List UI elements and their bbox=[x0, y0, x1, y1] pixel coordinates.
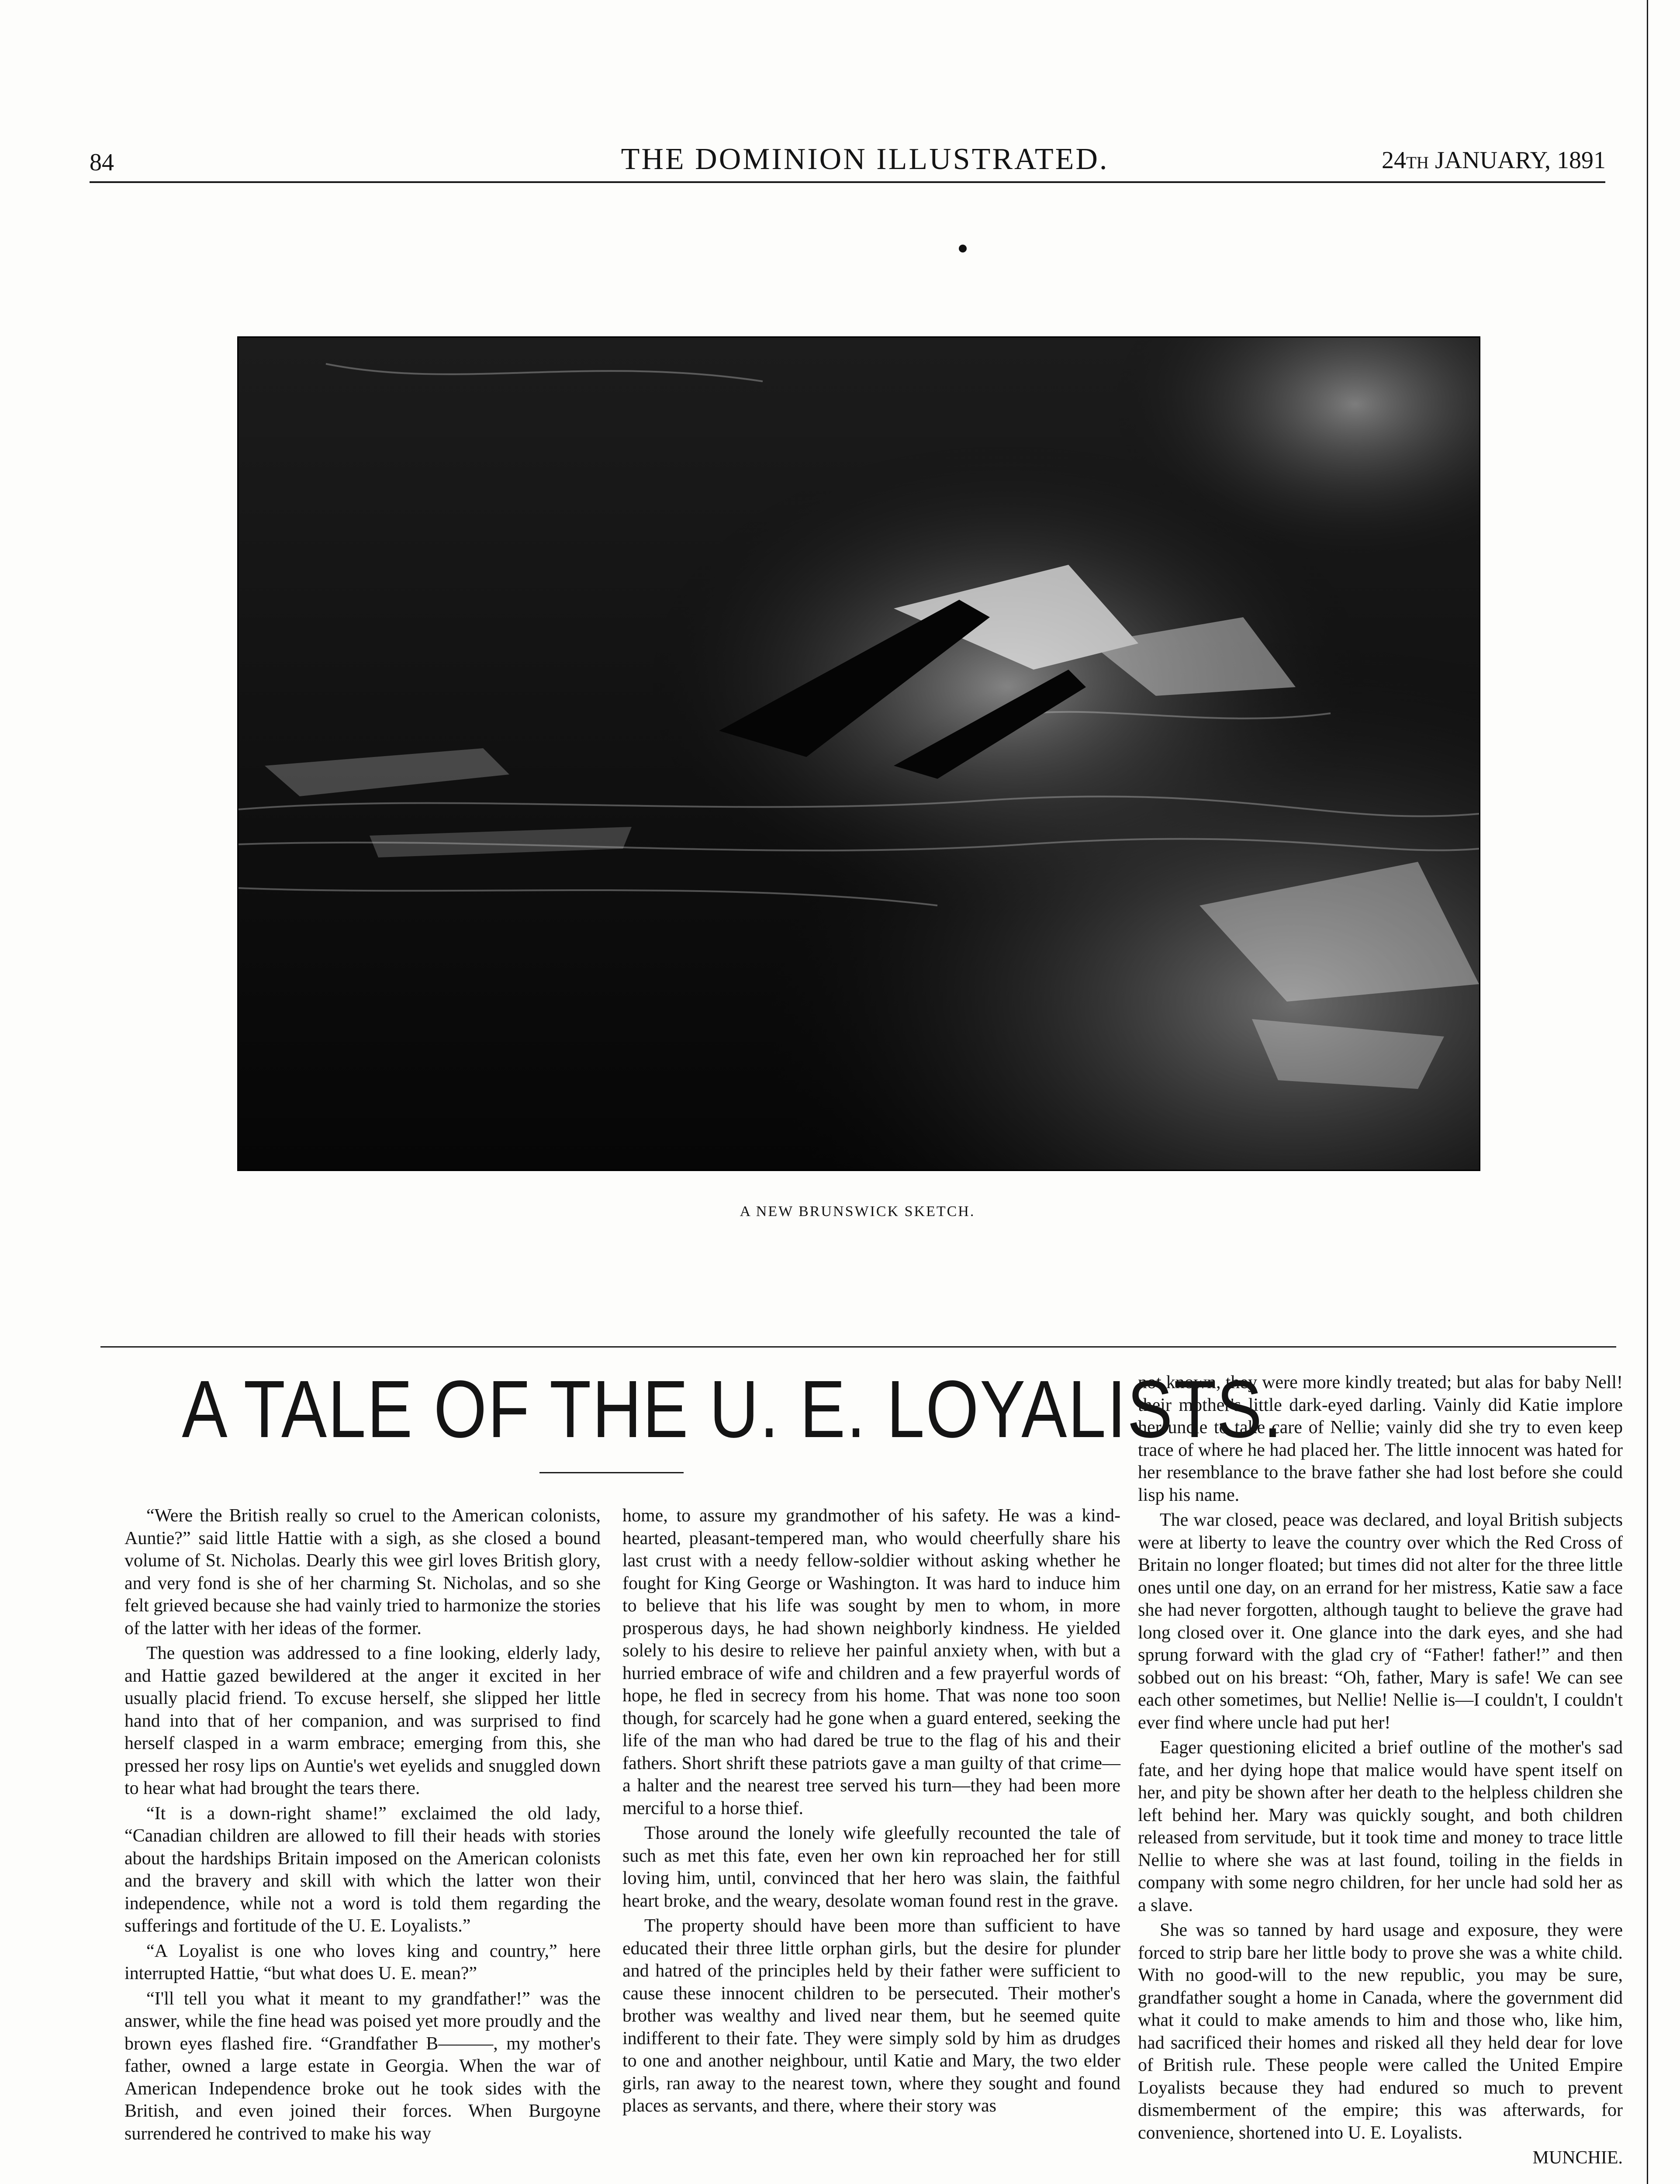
paragraph: The war closed, peace was declared, and loyal British subjects were at liberty to leave the country over which the Red Cross of Britain no longer floated; but times did not alter for the three little ones until one day, on an errand for her mistress, Katie saw a face she had never forgotten, although taught to believe the grave had long closed over it. One glance into the dark eyes, and she had sprung forward with the glad cry of “Father! father!” and then sobbed out on his breast: “Oh, father, Mary is safe! We can see each other sometimes, but Nellie! Nellie is—I couldn't, I couldn't ever find where uncle had put her! bbox=[1138, 1510, 1623, 1733]
illustration-caption: A NEW BRUNSWICK SKETCH. bbox=[740, 1203, 975, 1220]
article-column-2 bbox=[622, 1505, 1120, 2120]
paragraph: The question was addressed to a fine looking, elderly lady, and Hattie gazed bewildered at the anger it excited in her usually placid friend. To excuse herself, she slipped her little hand into that of her companion, and was surprised to find herself clasped in a warm embrace; emerging from this, she pressed her rosy lips on Auntie's wet eyelids and snuggled down to hear what had brought the tears there. bbox=[124, 1643, 601, 1798]
paragraph: The property should have been more than sufficient to have educated their three little orphan girls, but the desire for plunder and hatred of the principles held by their father were sufficient to cause these innocent children to be persecuted. Their mother's brother was wealthy and lived near them, but he seemed quite indifferent to their fate. They were simply sold by him as drudges to one and another neighbour, until Katie and Mary, the two elder girls, ran away to the nearest town, where they sought and found places as servants, and there, where their story was bbox=[622, 1916, 1120, 2116]
header-rule bbox=[90, 181, 1605, 183]
landscape-sketch-image bbox=[239, 338, 1479, 1170]
paragraph: “Were the British really so cruel to the American colonists, Auntie?” said little Hattie with a sigh, as she closed a bound volume of St. Nicholas. Dearly this wee girl loves British glory, and very fond is she of her charming St. Nicholas, and so she felt grieved because she had vainly tried to harmonize the stories of the latter with her ideas of the former. bbox=[124, 1506, 601, 1638]
paragraph: not known, they were more kindly treated; but alas for baby Nell! their mother's little dark-eyed darling. Vainly did Katie implore her uncle to take care of Nellie; vainly did she try to even keep trace of where he had placed her. The little innocent was hated for her resemblance to the brave father she had lost before she could lisp his name. bbox=[1138, 1372, 1623, 1505]
article-title: A TALE OF THE U. E. LOYALISTS. bbox=[182, 1364, 1283, 1455]
paragraph: Those around the lonely wife gleefully recounted the tale of such as met this fate, even her own kin reproached her for still loving him, until, convinced that her hero was slain, the faithful heart broke, and the weary, desolate woman found rest in the grave. bbox=[622, 1823, 1120, 1911]
paragraph: “I'll tell you what it meant to my grandfather!” was the answer, while the fine head was poised yet more proudly and the brown eyes flashed fire. “Grandfather B———, my mother's father, owned a large estate in Georgia. When the war of American Independence broke out he took sides with the British, and even joined their forces. When Burgoyne surrendered he contrived to make his way bbox=[124, 1988, 601, 2144]
page-number: 84 bbox=[90, 149, 114, 176]
author-signature: MUNCHIE. bbox=[1532, 2148, 1623, 2168]
paragraph: Eager questioning elicited a brief outline of the mother's sad fate, and her dying hope that malice would have spent itself on her, and pity be shown after her death to the helpless children she left behind her. Mary was quickly sought, and both children released from servitude, but it took time and money to trace little Nellie to where she was at last found, toiling in the fields in company with some negro children, for her uncle had sold her as a slave. bbox=[1138, 1738, 1623, 1915]
ornament-dot bbox=[959, 245, 967, 252]
issue-date: 24th JANUARY, 1891 bbox=[1381, 147, 1606, 174]
paragraph: “A Loyalist is one who loves king and country,” here interrupted Hattie, “but what does U. E. mean?” bbox=[124, 1941, 601, 1984]
article-column-1 bbox=[124, 1505, 601, 2148]
article-column-3 bbox=[1138, 1372, 1623, 2170]
section-rule bbox=[100, 1346, 1616, 1348]
page-edge-rule bbox=[1647, 0, 1648, 2184]
sketch-illustration bbox=[237, 336, 1480, 1171]
masthead: THE DOMINION ILLUSTRATED. bbox=[621, 142, 1109, 176]
paragraph: home, to assure my grandmother of his safety. He was a kind-hearted, pleasant-tempered man, who would cheerfully share his last crust with a needy fellow-soldier without asking whether he fought for King George or Washington. It was hard to induce him to believe that his life was sought by men to whom, in more prosperous days, he had shown neighborly kindness. He yielded solely to his desire to relieve her painful anxiety when, with but a hurried embrace of wife and children and a few prayerful words of hope, he fled in secrecy from his home. That was none too soon though, for scarcely had he gone when a guard entered, seeking the life of the man who had dared be true to the flag of his and their fathers. Short shrift these patriots gave a man guilty of that crime—a halter and the nearest tree served his turn—they had been more merciful to a horse thief. bbox=[622, 1506, 1120, 1818]
paragraph: “It is a down-right shame!” exclaimed the old lady, “Canadian children are allowed to fill their heads with stories about the hardships Britain imposed on the American colonists and the bravery and skill with which the latter won their independence, while not a word is told them regarding the sufferings and fortitude of the U. E. Loyalists.” bbox=[124, 1803, 601, 1936]
paragraph: She was so tanned by hard usage and exposure, they were forced to strip bare her little body to prove she was a white child. With no good-will to the new republic, you may be sure, grandfather sought a home in Canada, where the government did what it could to make amends to him and those who, like him, had sacrificed their homes and risked all they held dear for love of British rule. These people were called the United Empire Loyalists because they had endured so much to prevent dismemberment of the empire; this was afterwards, for convenience, shortened into U. E. Loyalists. bbox=[1138, 1920, 1623, 2143]
title-rule bbox=[539, 1472, 684, 1473]
